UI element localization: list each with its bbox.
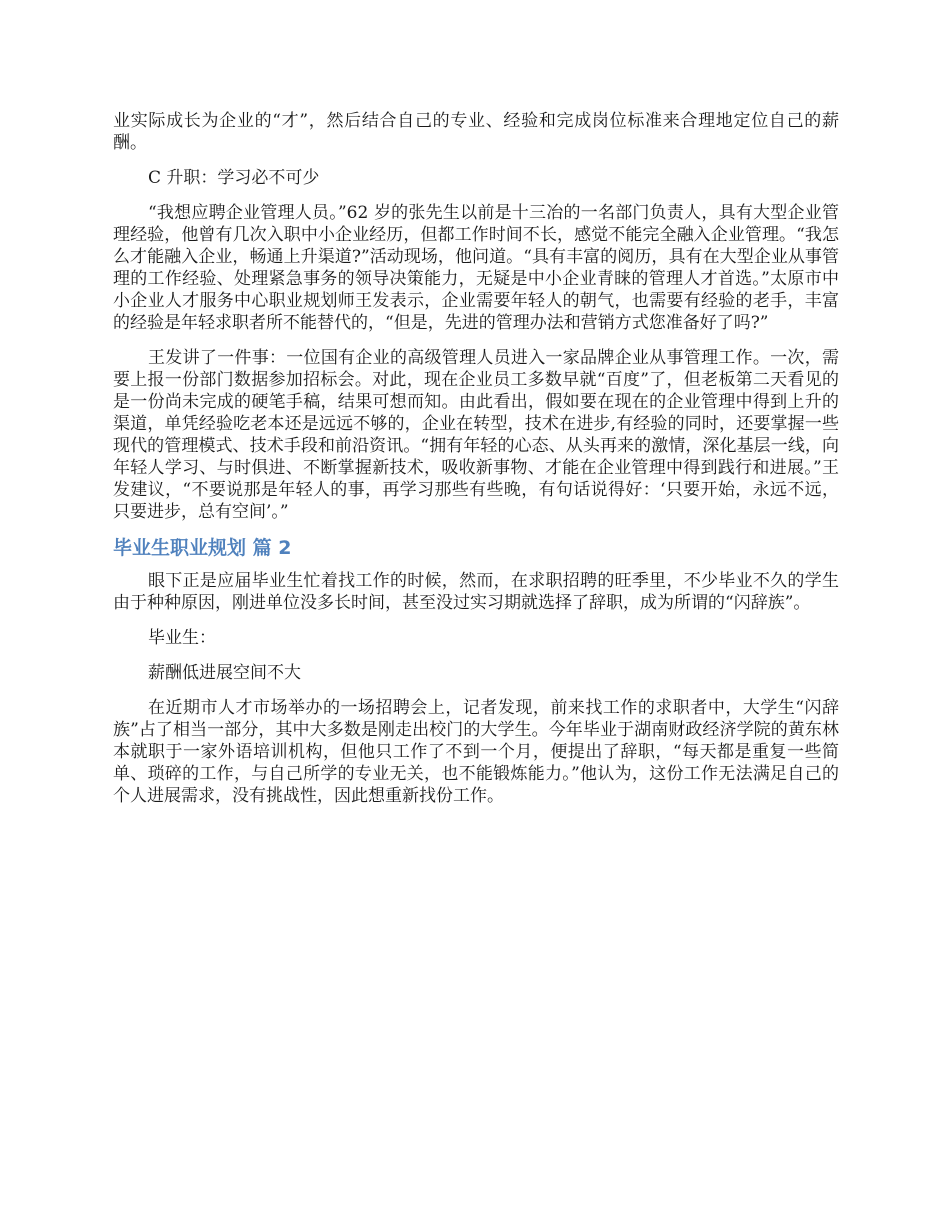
paragraph-zhang-story: “我想应聘企业管理人员。”62 岁的张先生以前是十三冶的一名部门负责人，具有大型企业管理经验，他曾有几次入职中小企业经历，但都工作时间不长，感觉不能完全融入企业管理。“我怎么才能融入企业，畅通上升渠道?”活动现场，他问道。“具有丰富的阅历，具有在大型企业从事管理的工作经验、处理紧急事务的领导决策能力，无疑是中小企业青睐的管理人才首选。”太原市中小企业人才服务中心职业规划师王发表示，企业需要年轻人的朝气，也需要有经验的老手，丰富的经验是年轻求职者所不能替代的，“但是，先进的管理办法和营销方式您准备好了吗?” [113,203,839,333]
paragraph-continued: 业实际成长为企业的“才”，然后结合自己的专业、经验和完成岗位标准来合理地定位自己的薪酬。 [113,111,839,153]
paragraph-job-fair: 在近期市人才市场举办的一场招聘会上，记者发现，前来找工作的求职者中，大学生“闪辞族”占了相当一部分，其中大多数是刚走出校门的大学生。今年毕业于湖南财政经济学院的黄东林本就职于一家外语培训机构，但他只工作了不到一个月，便提出了辞职，“每天都是重复一些简单、琐碎的工作，与自己所学的专业无关，也不能锻炼能力。”他认为，这份工作无法满足自己的个人进展需求，没有挑战性，因此想重新找份工作。 [113,698,839,806]
subheading-promotion: C 升职：学习必不可少 [148,168,320,188]
subheading-graduates: 毕业生： [148,628,216,648]
subheading-salary: 薪酬低进展空间不大 [148,663,301,683]
section-heading: 毕业生职业规划 篇 2 [113,537,292,559]
paragraph-intro: 眼下正是应届毕业生忙着找工作的时候，然而，在求职招聘的旺季里，不少毕业不久的学生由于种种原因，刚进单位没多长时间，甚至没过实习期就选择了辞职，成为所谓的“闪辞族”。 [113,571,839,613]
document-page [113,110,839,820]
paragraph-wangfa-story: 王发讲了一件事：一位国有企业的高级管理人员进入一家品牌企业从事管理工作。一次，需要上报一份部门数据参加招标会。对此，现在企业员工多数早就“百度”了，但老板第二天看见的是一份尚未完成的硬笔手稿，结果可想而知。由此看出，假如要在现在的企业管理中得到上升的渠道，单凭经验吃老本还是远远不够的，企业在转型，技术在进步,有经验的同时，还要掌握一些现代的管理模式、技术手段和前沿资讯。“拥有年轻的心态、从头再来的激情，深化基层一线，向年轻人学习、与时俱进、不断掌握新技术，吸收新事物、才能在企业管理中得到践行和进展。”王发建议，“不要说那是年轻人的事，再学习那些有些晚，有句话说得好：‘只要开始，永远不远，只要进步，总有空间’。” [113,348,839,522]
